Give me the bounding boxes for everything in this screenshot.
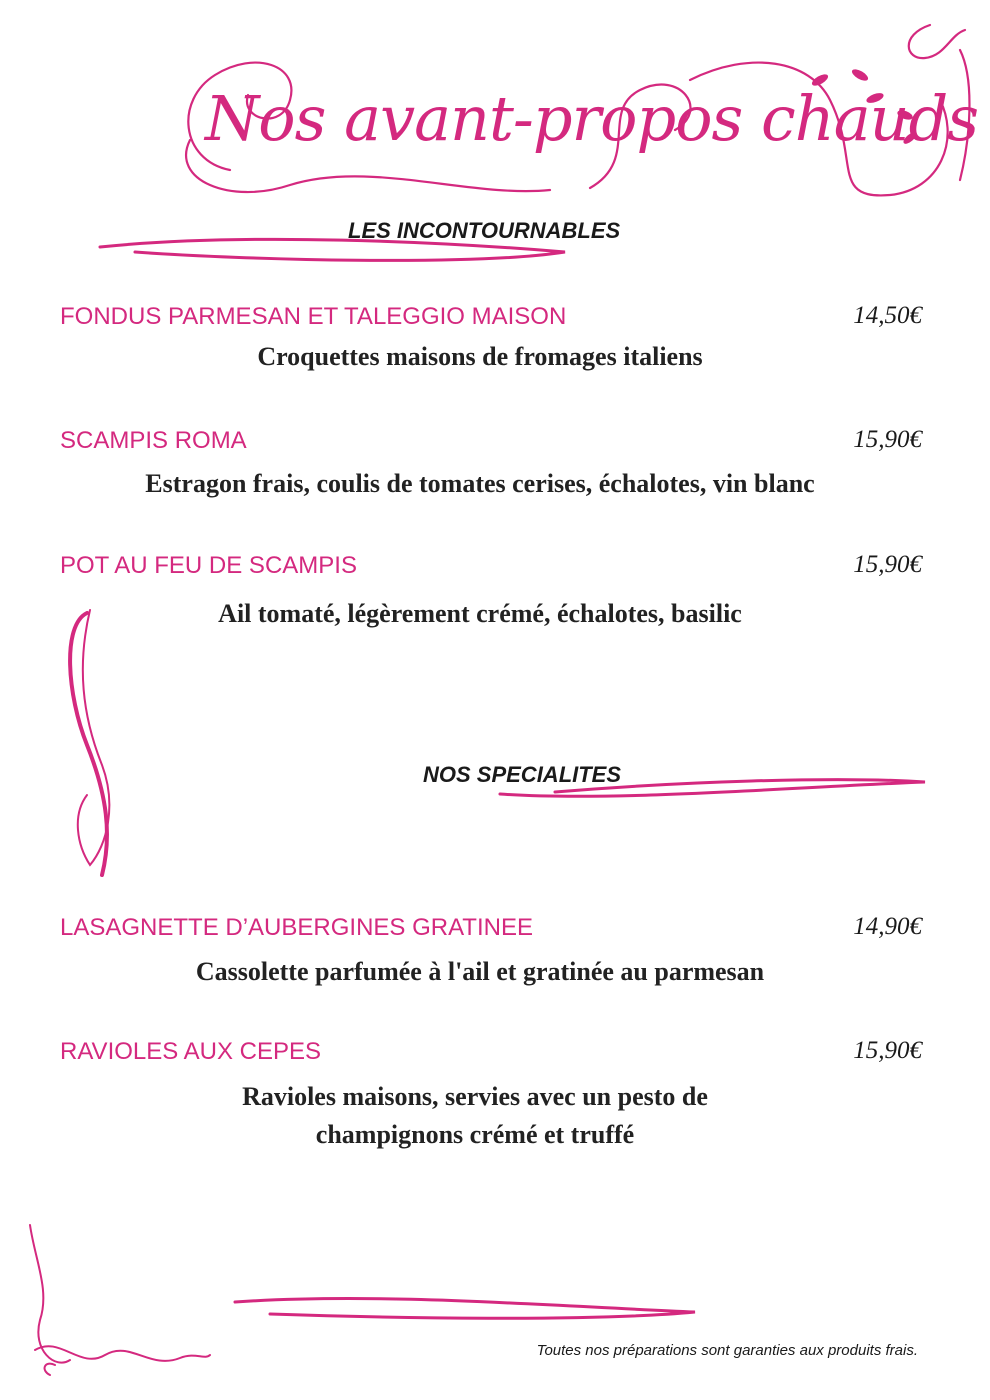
item-name: POT AU FEU DE SCAMPIS bbox=[60, 552, 357, 579]
section-heading-incontournables: LES INCONTOURNABLES bbox=[348, 218, 621, 243]
item-price: 15,90€ bbox=[853, 1037, 922, 1064]
footer-note: Toutes nos préparations sont garanties aux produits frais. bbox=[536, 1342, 918, 1359]
page-title: Nos avant-propos chauds bbox=[205, 82, 979, 155]
section-heading-specialites: NOS SPECIALITES bbox=[423, 762, 622, 787]
item-description: Cassolette parfumée à l'ail et gratinée au parmesan bbox=[195, 957, 765, 986]
left-swirl-icon bbox=[62, 605, 122, 880]
item-name: RAVIOLES AUX CEPES bbox=[60, 1038, 321, 1065]
item-price: 14,90€ bbox=[853, 913, 922, 940]
item-name: FONDUS PARMESAN ET TALEGGIO MAISON bbox=[60, 303, 567, 330]
item-description: Ail tomaté, légèrement crémé, échalotes, basilic bbox=[218, 599, 742, 628]
item-description: Ravioles maisons, servies avec un pesto de champignons crémé et truffé bbox=[242, 1082, 708, 1149]
item-price: 14,50€ bbox=[853, 302, 922, 329]
item-price: 15,90€ bbox=[853, 551, 922, 578]
item-name: LASAGNETTE D’AUBERGINES GRATINEE bbox=[60, 914, 533, 941]
item-price: 15,90€ bbox=[853, 426, 922, 453]
item-description: Croquettes maisons de fromages italiens bbox=[257, 342, 703, 371]
item-name: SCAMPIS ROMA bbox=[60, 427, 247, 454]
bottom-flourish-icon bbox=[230, 1292, 700, 1328]
item-description: Estragon frais, coulis de tomates cerises, échalotes, vin blanc bbox=[145, 469, 815, 498]
bottom-left-swirl-icon bbox=[20, 1220, 220, 1390]
